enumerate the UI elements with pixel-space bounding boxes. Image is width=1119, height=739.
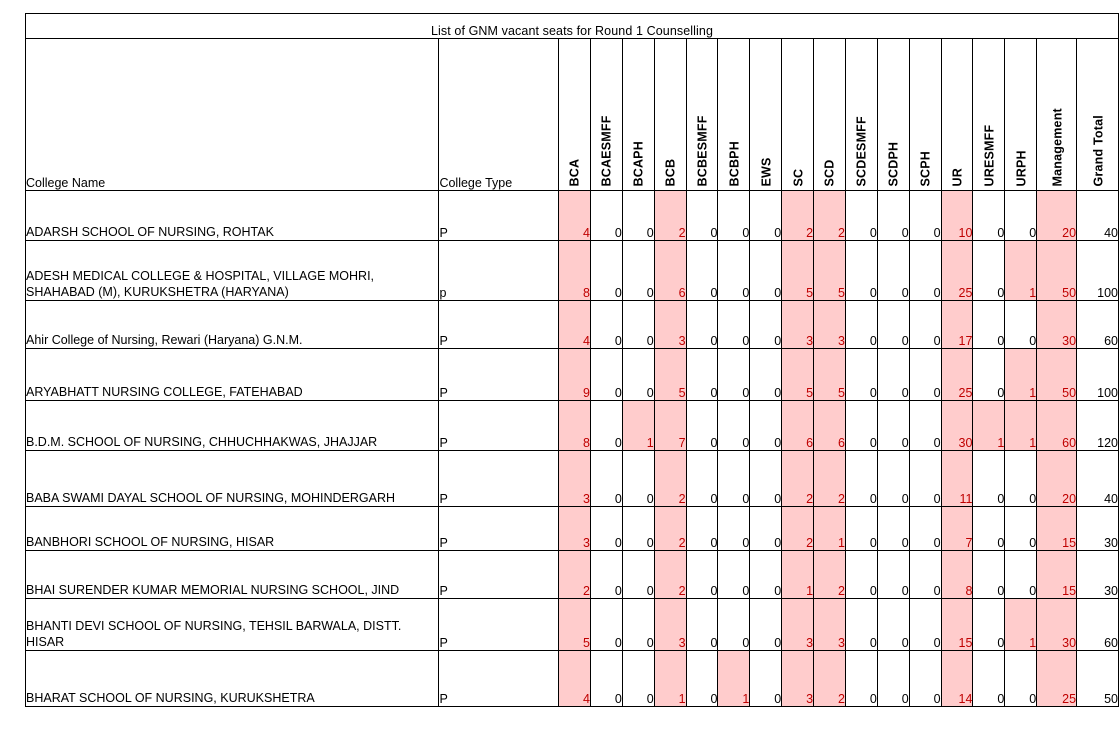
header-bcaesmff — [590, 39, 622, 191]
cell-bcbesmff[interactable]: 0 — [686, 551, 718, 599]
cell-college-name[interactable]: B.D.M. SCHOOL OF NURSING, CHHUCHHAKWAS, JHAJJAR — [26, 401, 439, 451]
cell-management[interactable]: 20 — [1037, 191, 1077, 241]
cell-bcaesmff[interactable]: 0 — [590, 241, 622, 301]
cell-bcaph[interactable]: 0 — [622, 191, 654, 241]
cell-sc[interactable]: 6 — [782, 401, 814, 451]
cell-scdesmff[interactable]: 0 — [845, 507, 877, 551]
cell-bcbesmff[interactable]: 0 — [686, 401, 718, 451]
cell-bca[interactable]: 8 — [559, 241, 591, 301]
cell-scdesmff[interactable]: 0 — [845, 349, 877, 401]
cell-bcb[interactable]: 2 — [654, 507, 686, 551]
cell-sc[interactable]: 3 — [782, 599, 814, 651]
cell-management[interactable]: 25 — [1037, 651, 1077, 707]
cell-bcbesmff[interactable]: 0 — [686, 599, 718, 651]
cell-ur[interactable]: 17 — [941, 301, 973, 349]
cell-scdph[interactable]: 0 — [877, 651, 909, 707]
header-label: BCAESMFF — [599, 114, 614, 186]
cell-ur[interactable]: 25 — [941, 349, 973, 401]
cell-bcaesmff[interactable]: 0 — [590, 401, 622, 451]
cell-college-type[interactable]: P — [439, 191, 559, 241]
cell-uresmff[interactable]: 0 — [973, 191, 1005, 241]
cell-ur[interactable]: 10 — [941, 191, 973, 241]
table-row[interactable] — [26, 451, 1119, 507]
cell-bca[interactable]: 4 — [559, 191, 591, 241]
cell-bcaph[interactable]: 0 — [622, 651, 654, 707]
cell-bcaph[interactable]: 0 — [622, 241, 654, 301]
cell-management[interactable]: 30 — [1037, 599, 1077, 651]
cell-bcaph[interactable]: 0 — [622, 301, 654, 349]
cell-college-name[interactable]: ADESH MEDICAL COLLEGE & HOSPITAL, VILLAGE MOHRI, SHAHABAD (M), KURUKSHETRA (HARYANA) — [26, 241, 439, 301]
cell-college-type[interactable]: P — [439, 507, 559, 551]
cell-scd[interactable]: 2 — [814, 551, 846, 599]
cell-management[interactable]: 50 — [1037, 349, 1077, 401]
cell-grand-total[interactable]: 30 — [1077, 507, 1119, 551]
cell-management[interactable]: 30 — [1037, 301, 1077, 349]
header-label: EWS — [759, 156, 774, 186]
cell-bcbph[interactable]: 0 — [718, 191, 750, 241]
table-row[interactable] — [26, 551, 1119, 599]
cell-grand-total[interactable]: 120 — [1077, 401, 1119, 451]
cell-scdph[interactable]: 0 — [877, 191, 909, 241]
cell-bcb[interactable]: 7 — [654, 401, 686, 451]
cell-scd[interactable]: 5 — [814, 349, 846, 401]
cell-ews[interactable]: 0 — [750, 451, 782, 507]
cell-bca[interactable]: 3 — [559, 451, 591, 507]
cell-bcbph[interactable]: 0 — [718, 301, 750, 349]
cell-college-name[interactable]: BHAI SURENDER KUMAR MEMORIAL NURSING SCHOOL, JIND — [26, 551, 439, 599]
cell-scdesmff[interactable]: 0 — [845, 451, 877, 507]
header-ews — [750, 39, 782, 191]
cell-bcaph[interactable]: 1 — [622, 401, 654, 451]
header-label: SCPH — [918, 150, 933, 186]
cell-urph[interactable]: 0 — [1005, 301, 1037, 349]
header-label: BCBPH — [727, 140, 742, 186]
cell-scdesmff[interactable]: 0 — [845, 191, 877, 241]
cell-scd[interactable]: 2 — [814, 651, 846, 707]
cell-grand-total[interactable]: 40 — [1077, 191, 1119, 241]
cell-ews[interactable]: 0 — [750, 651, 782, 707]
cell-bcb[interactable]: 6 — [654, 241, 686, 301]
cell-scd[interactable]: 5 — [814, 241, 846, 301]
cell-scph[interactable]: 0 — [909, 451, 941, 507]
header-scph — [909, 39, 941, 191]
cell-ews[interactable]: 0 — [750, 241, 782, 301]
header-label: UR — [950, 167, 965, 186]
cell-scdesmff[interactable]: 0 — [845, 599, 877, 651]
cell-ur[interactable]: 14 — [941, 651, 973, 707]
cell-bca[interactable]: 2 — [559, 551, 591, 599]
cell-college-name[interactable]: BABA SWAMI DAYAL SCHOOL OF NURSING, MOHINDERGARH — [26, 451, 439, 507]
cell-bcaph[interactable]: 0 — [622, 551, 654, 599]
cell-management[interactable]: 60 — [1037, 401, 1077, 451]
cell-grand-total[interactable]: 100 — [1077, 241, 1119, 301]
cell-bca[interactable]: 4 — [559, 651, 591, 707]
cell-grand-total[interactable]: 50 — [1077, 651, 1119, 707]
cell-bcbesmff[interactable]: 0 — [686, 241, 718, 301]
header-college-name: College Name — [26, 39, 439, 191]
cell-bca[interactable]: 5 — [559, 599, 591, 651]
cell-sc[interactable]: 3 — [782, 651, 814, 707]
table-row[interactable] — [26, 401, 1119, 451]
header-label: URESMFF — [982, 124, 997, 186]
header-sc — [782, 39, 814, 191]
cell-bcbph[interactable]: 0 — [718, 551, 750, 599]
cell-bcbph[interactable]: 1 — [718, 651, 750, 707]
table-row[interactable] — [26, 191, 1119, 241]
cell-ews[interactable]: 0 — [750, 599, 782, 651]
cell-uresmff[interactable]: 0 — [973, 301, 1005, 349]
table-row[interactable] — [26, 349, 1119, 401]
header-bcaph — [622, 39, 654, 191]
cell-bcb[interactable]: 2 — [654, 191, 686, 241]
cell-ur[interactable]: 7 — [941, 507, 973, 551]
cell-college-name[interactable]: BHANTI DEVI SCHOOL OF NURSING, TEHSIL BARWALA, DISTT. HISAR — [26, 599, 439, 651]
header-scd — [814, 39, 846, 191]
header-urph — [1005, 39, 1037, 191]
cell-ews[interactable]: 0 — [750, 401, 782, 451]
cell-sc[interactable]: 5 — [782, 241, 814, 301]
cell-bcbesmff[interactable]: 0 — [686, 507, 718, 551]
cell-scdph[interactable]: 0 — [877, 599, 909, 651]
table-title-row — [26, 14, 1119, 39]
cell-urph[interactable]: 1 — [1005, 241, 1037, 301]
cell-bcaesmff[interactable]: 0 — [590, 599, 622, 651]
header-bca — [559, 39, 591, 191]
cell-ur[interactable]: 15 — [941, 599, 973, 651]
cell-ews[interactable]: 0 — [750, 551, 782, 599]
table-row[interactable] — [26, 651, 1119, 707]
cell-ews[interactable]: 0 — [750, 507, 782, 551]
cell-ews[interactable]: 0 — [750, 349, 782, 401]
cell-college-name[interactable]: BANBHORI SCHOOL OF NURSING, HISAR — [26, 507, 439, 551]
cell-grand-total[interactable]: 60 — [1077, 301, 1119, 349]
cell-bcbesmff[interactable]: 0 — [686, 349, 718, 401]
cell-scph[interactable]: 0 — [909, 551, 941, 599]
cell-bcb[interactable]: 1 — [654, 651, 686, 707]
cell-bcb[interactable]: 2 — [654, 451, 686, 507]
cell-bcbesmff[interactable]: 0 — [686, 651, 718, 707]
cell-college-type[interactable]: P — [439, 651, 559, 707]
table-header-row — [26, 39, 1119, 191]
cell-uresmff[interactable]: 0 — [973, 507, 1005, 551]
cell-scdph[interactable]: 0 — [877, 349, 909, 401]
cell-bcb[interactable]: 3 — [654, 301, 686, 349]
header-label: BCAPH — [631, 140, 646, 186]
cell-scph[interactable]: 0 — [909, 301, 941, 349]
cell-bcbph[interactable]: 0 — [718, 507, 750, 551]
cell-ews[interactable]: 0 — [750, 191, 782, 241]
cell-bcb[interactable]: 2 — [654, 551, 686, 599]
header-label: URPH — [1014, 149, 1029, 186]
table-row[interactable] — [26, 507, 1119, 551]
cell-uresmff[interactable]: 1 — [973, 401, 1005, 451]
cell-college-type[interactable]: P — [439, 349, 559, 401]
cell-scdesmff[interactable]: 0 — [845, 401, 877, 451]
header-label: Management — [1050, 107, 1065, 186]
cell-bcbesmff[interactable]: 0 — [686, 191, 718, 241]
cell-bcbph[interactable]: 0 — [718, 451, 750, 507]
cell-ews[interactable]: 0 — [750, 301, 782, 349]
header-scdesmff — [845, 39, 877, 191]
cell-grand-total[interactable]: 100 — [1077, 349, 1119, 401]
cell-urph[interactable]: 1 — [1005, 599, 1037, 651]
cell-college-type[interactable]: P — [439, 599, 559, 651]
cell-college-type[interactable]: P — [439, 401, 559, 451]
cell-sc[interactable]: 3 — [782, 301, 814, 349]
cell-management[interactable]: 15 — [1037, 507, 1077, 551]
cell-college-name[interactable]: ADARSH SCHOOL OF NURSING, ROHTAK — [26, 191, 439, 241]
cell-bcaph[interactable]: 0 — [622, 349, 654, 401]
cell-bcbph[interactable]: 0 — [718, 599, 750, 651]
cell-scdesmff[interactable]: 0 — [845, 651, 877, 707]
cell-scd[interactable]: 6 — [814, 401, 846, 451]
cell-urph[interactable]: 0 — [1005, 451, 1037, 507]
cell-ur[interactable]: 11 — [941, 451, 973, 507]
cell-bcbesmff[interactable]: 0 — [686, 451, 718, 507]
cell-uresmff[interactable]: 0 — [973, 551, 1005, 599]
cell-scd[interactable]: 3 — [814, 599, 846, 651]
cell-college-type[interactable]: P — [439, 551, 559, 599]
cell-bcaph[interactable]: 0 — [622, 599, 654, 651]
cell-bca[interactable]: 9 — [559, 349, 591, 401]
cell-ur[interactable]: 8 — [941, 551, 973, 599]
cell-uresmff[interactable]: 0 — [973, 651, 1005, 707]
cell-grand-total[interactable]: 30 — [1077, 551, 1119, 599]
header-uresmff — [973, 39, 1005, 191]
header-label: SCD — [822, 159, 837, 186]
cell-bcb[interactable]: 5 — [654, 349, 686, 401]
cell-scdph[interactable]: 0 — [877, 451, 909, 507]
cell-urph[interactable]: 1 — [1005, 401, 1037, 451]
header-management — [1037, 39, 1077, 191]
cell-bcaesmff[interactable]: 0 — [590, 349, 622, 401]
cell-sc[interactable]: 1 — [782, 551, 814, 599]
cell-bcaph[interactable]: 0 — [622, 507, 654, 551]
vacant-seats-table — [25, 13, 1119, 707]
cell-bcaesmff[interactable]: 0 — [590, 191, 622, 241]
cell-scdph[interactable]: 0 — [877, 241, 909, 301]
header-scdph — [877, 39, 909, 191]
header-ur — [941, 39, 973, 191]
header-label: BCA — [567, 158, 582, 186]
header-label: SC — [791, 168, 806, 186]
cell-scd[interactable]: 2 — [814, 191, 846, 241]
cell-college-type[interactable]: p — [439, 241, 559, 301]
header-bcbesmff — [686, 39, 718, 191]
cell-bcaesmff[interactable]: 0 — [590, 451, 622, 507]
table-row[interactable] — [26, 301, 1119, 349]
cell-bcbesmff[interactable]: 0 — [686, 301, 718, 349]
cell-sc[interactable]: 2 — [782, 451, 814, 507]
cell-urph[interactable]: 0 — [1005, 191, 1037, 241]
cell-bcaesmff[interactable]: 0 — [590, 551, 622, 599]
cell-scph[interactable]: 0 — [909, 191, 941, 241]
cell-sc[interactable]: 2 — [782, 507, 814, 551]
cell-college-type[interactable]: P — [439, 301, 559, 349]
cell-college-name[interactable]: Ahir College of Nursing, Rewari (Haryana) G.N.M. — [26, 301, 439, 349]
cell-uresmff[interactable]: 0 — [973, 241, 1005, 301]
cell-grand-total[interactable]: 60 — [1077, 599, 1119, 651]
cell-ur[interactable]: 25 — [941, 241, 973, 301]
cell-scph[interactable]: 0 — [909, 401, 941, 451]
cell-management[interactable]: 20 — [1037, 451, 1077, 507]
cell-uresmff[interactable]: 0 — [973, 451, 1005, 507]
cell-management[interactable]: 50 — [1037, 241, 1077, 301]
cell-scph[interactable]: 0 — [909, 241, 941, 301]
cell-bcbph[interactable]: 0 — [718, 241, 750, 301]
cell-scdesmff[interactable]: 0 — [845, 241, 877, 301]
cell-bcaesmff[interactable]: 0 — [590, 301, 622, 349]
cell-scph[interactable]: 0 — [909, 599, 941, 651]
cell-management[interactable]: 15 — [1037, 551, 1077, 599]
header-label: SCDPH — [886, 141, 901, 186]
cell-uresmff[interactable]: 0 — [973, 599, 1005, 651]
header-bcbph — [718, 39, 750, 191]
cell-bca[interactable]: 4 — [559, 301, 591, 349]
cell-uresmff[interactable]: 0 — [973, 349, 1005, 401]
cell-bcb[interactable]: 3 — [654, 599, 686, 651]
cell-scd[interactable]: 2 — [814, 451, 846, 507]
cell-bca[interactable]: 8 — [559, 401, 591, 451]
cell-college-name[interactable]: ARYABHATT NURSING COLLEGE, FATEHABAD — [26, 349, 439, 401]
table-row[interactable] — [26, 241, 1119, 301]
cell-urph[interactable]: 0 — [1005, 651, 1037, 707]
header-label: BCB — [663, 158, 678, 186]
cell-scdph[interactable]: 0 — [877, 551, 909, 599]
cell-scdesmff[interactable]: 0 — [845, 301, 877, 349]
cell-scph[interactable]: 0 — [909, 349, 941, 401]
cell-college-type[interactable]: P — [439, 451, 559, 507]
cell-bca[interactable]: 3 — [559, 507, 591, 551]
cell-urph[interactable]: 1 — [1005, 349, 1037, 401]
cell-scdph[interactable]: 0 — [877, 301, 909, 349]
cell-scdph[interactable]: 0 — [877, 507, 909, 551]
cell-bcaesmff[interactable]: 0 — [590, 507, 622, 551]
cell-bcaesmff[interactable]: 0 — [590, 651, 622, 707]
header-bcb — [654, 39, 686, 191]
cell-sc[interactable]: 2 — [782, 191, 814, 241]
cell-scph[interactable]: 0 — [909, 651, 941, 707]
cell-scdesmff[interactable]: 0 — [845, 551, 877, 599]
cell-scd[interactable]: 3 — [814, 301, 846, 349]
cell-bcbph[interactable]: 0 — [718, 349, 750, 401]
table-title: List of GNM vacant seats for Round 1 Counselling — [26, 14, 1119, 39]
cell-bcaph[interactable]: 0 — [622, 451, 654, 507]
cell-college-name[interactable]: BHARAT SCHOOL OF NURSING, KURUKSHETRA — [26, 651, 439, 707]
cell-sc[interactable]: 5 — [782, 349, 814, 401]
cell-ur[interactable]: 30 — [941, 401, 973, 451]
cell-urph[interactable]: 0 — [1005, 507, 1037, 551]
cell-urph[interactable]: 0 — [1005, 551, 1037, 599]
header-grand-total — [1077, 39, 1119, 191]
table-row[interactable] — [26, 599, 1119, 651]
cell-scd[interactable]: 1 — [814, 507, 846, 551]
cell-scdph[interactable]: 0 — [877, 401, 909, 451]
cell-scph[interactable]: 0 — [909, 507, 941, 551]
cell-bcbph[interactable]: 0 — [718, 401, 750, 451]
header-college-type: College Type — [439, 39, 559, 191]
cell-grand-total[interactable]: 40 — [1077, 451, 1119, 507]
header-label: BCBESMFF — [695, 114, 710, 186]
header-label: SCDESMFF — [854, 115, 869, 186]
header-label: Grand Total — [1091, 114, 1106, 186]
